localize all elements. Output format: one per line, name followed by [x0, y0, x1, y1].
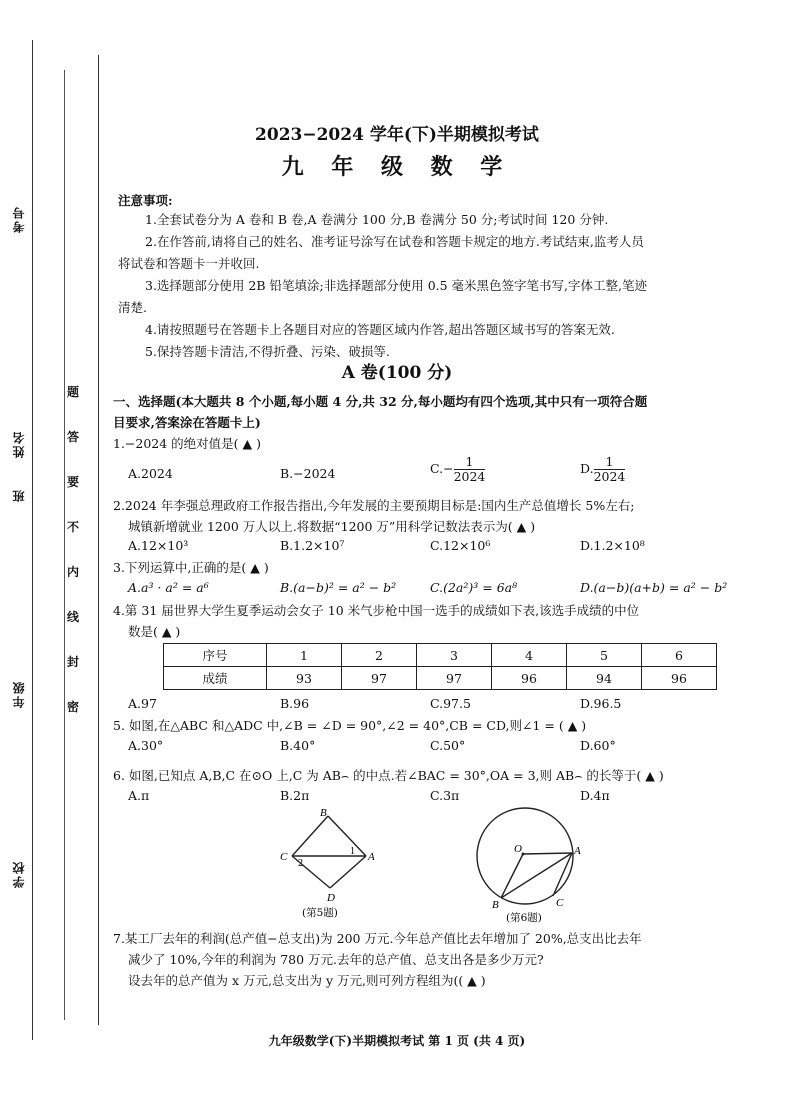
- fig5-point-c: C: [280, 851, 288, 863]
- q5-option-a: A.30°: [128, 738, 164, 753]
- seal-char: 封: [67, 655, 80, 669]
- side-label-grade: 年级: [12, 680, 26, 708]
- notes-line: 2.在作答前,请将自己的姓名、准考证号涂写在试卷和答题卡规定的地方.考试结束,监考人员: [145, 234, 644, 249]
- q2-option-d: D.1.2×10⁸: [580, 538, 645, 553]
- table-cell: 97: [417, 667, 492, 690]
- scores-table: [163, 643, 717, 690]
- fig5-line-ba: [328, 816, 366, 856]
- q1-option-b: B.−2024: [280, 466, 336, 481]
- question-1-stem: 1.−2024 的绝对值是( ▲ ): [113, 436, 261, 451]
- q1-option-a: A.2024: [128, 466, 173, 481]
- question-3-stem: 3.下列运算中,正确的是( ▲ ): [113, 560, 269, 575]
- question-4-line: 4.第 31 届世界大学生夏季运动会女子 10 米气步枪中国一选手的成绩如下表,该选手成绩的中位: [113, 603, 640, 618]
- q1-option-c-prefix: C.−: [430, 460, 454, 476]
- section-a-title: A 卷(100 分): [341, 363, 453, 383]
- seal-char: 答: [67, 430, 80, 444]
- q2-option-b: B.1.2×10⁷: [280, 538, 345, 553]
- fraction: [454, 455, 486, 484]
- seal-char: 内: [67, 565, 80, 579]
- fig5-point-d: D: [327, 892, 335, 904]
- figure-6: [468, 806, 598, 926]
- table-header-cell: 3: [417, 644, 492, 667]
- fraction-numerator: 1: [594, 455, 626, 470]
- table-header-cell: 6: [642, 644, 717, 667]
- table-cell: 97: [342, 667, 417, 690]
- q4-option-d: D.96.5: [580, 696, 622, 711]
- fig5-angle-2: 2: [298, 858, 303, 869]
- seal-char: 密: [67, 700, 80, 714]
- q4-option-a: A.97: [128, 696, 157, 711]
- table-header-cell: 1: [267, 644, 342, 667]
- question-7-line: 7.某工厂去年的利润(总产值−总支出)为 200 万元.今年总产值比去年增加了 20%,总支出比去年: [113, 931, 642, 946]
- binding-line-inner: [98, 55, 99, 1025]
- fig5-line-cb: [292, 816, 328, 856]
- side-label-class: 班: [12, 488, 26, 502]
- seal-char: 线: [67, 610, 80, 624]
- figure-5: [270, 808, 390, 923]
- side-label-school: 学校: [12, 860, 26, 888]
- part1-instructions: 目要求,答案涂在答题卡上): [113, 415, 261, 430]
- fig5-point-b: B: [320, 808, 327, 819]
- q6-option-b: B.2π: [280, 788, 310, 803]
- fig6-point-b: B: [492, 899, 499, 911]
- fraction: [594, 455, 626, 484]
- question-6-stem: 6. 如图,已知点 A,B,C 在⊙O 上,C 为 AB⌢ 的中点.若∠BAC = 30°,OA = 3,则 AB⌢ 的长等于( ▲ ): [113, 768, 664, 783]
- q6-option-a: A.π: [128, 788, 150, 803]
- q3-option-b: B.(a−b)² = a² − b²: [280, 580, 397, 595]
- table-row: [164, 644, 717, 667]
- fig6-point-a: A: [574, 845, 581, 857]
- fig5-line-da: [330, 856, 366, 888]
- q5-option-b: B.40°: [280, 738, 316, 753]
- q1-option-d: [580, 455, 625, 484]
- question-2-line: 城镇新增就业 1200 万人以上.将数据“1200 万”用科学记数法表示为( ▲ ): [128, 519, 536, 534]
- fig5-angle-1: 1: [350, 846, 355, 857]
- q4-option-b: B.96: [280, 696, 310, 711]
- fig6-line-oa: [523, 853, 572, 854]
- question-7-line: 减少了 10%,今年的利润为 780 万元.去年的总产值、总支出各是多少万元?: [128, 952, 544, 967]
- q6-option-c: C.3π: [430, 788, 460, 803]
- table-cell: 成绩: [164, 667, 267, 690]
- seal-char: 要: [67, 475, 80, 489]
- part1-instructions: 一、选择题(本大题共 8 个小题,每小题 4 分,共 32 分,每小题均有四个选项,其中只有一项符合题: [113, 394, 648, 409]
- seal-line-dashes: [64, 70, 65, 1020]
- notes-heading: 注意事项:: [118, 193, 173, 208]
- question-7-line: 设去年的总产值为 x 万元,总支出为 y 万元,则可列方程组为(( ▲ ): [128, 973, 486, 988]
- notes-line: 将试卷和答题卡一并收回.: [118, 256, 260, 271]
- fig6-point-o: O: [514, 843, 522, 855]
- q3-option-d: D.(a−b)(a+b) = a² − b²: [580, 580, 728, 595]
- question-5-stem: 5. 如图,在△ABC 和△ADC 中,∠B = ∠D = 90°,∠2 = 40°,CB = CD,则∠1 = ( ▲ ): [113, 718, 587, 733]
- q5-option-c: C.50°: [430, 738, 466, 753]
- table-header-cell: 4: [492, 644, 567, 667]
- q2-option-c: C.12×10⁶: [430, 538, 491, 553]
- q3-option-a: A.a³ · a² = a⁶: [128, 580, 209, 595]
- fig5-caption: (第5题): [302, 907, 338, 919]
- seal-char: 不: [67, 520, 80, 534]
- notes-line: 4.请按照题号在答题卡上各题目对应的答题区域内作答,超出答题区域书写的答案无效.: [145, 322, 615, 337]
- table-cell: 93: [267, 667, 342, 690]
- table-header-cell: 序号: [164, 644, 267, 667]
- fig6-point-c: C: [556, 897, 564, 909]
- fig6-circle: [477, 808, 573, 904]
- fig6-caption: (第6题): [506, 912, 542, 924]
- fraction-denominator: 2024: [593, 468, 626, 484]
- binding-line-outer: [32, 40, 33, 1040]
- q4-option-c: C.97.5: [430, 696, 471, 711]
- table-cell: 94: [567, 667, 642, 690]
- question-4-line: 数是( ▲ ): [128, 624, 181, 639]
- question-2-line: 2.2024 年李强总理政府工作报告指出,今年发展的主要预期目标是:国内生产总值增长 5%左右;: [113, 498, 635, 513]
- table-header-cell: 5: [567, 644, 642, 667]
- fig5-point-a: A: [368, 851, 375, 863]
- notes-line: 3.选择题部分使用 2B 铅笔填涂;非选择题部分使用 0.5 毫米黑色签字笔书写,字体工整,笔迹: [145, 278, 647, 293]
- q5-option-d: D.60°: [580, 738, 616, 753]
- page-footer: 九年级数学(下)半期模拟考试 第 1 页 (共 4 页): [268, 1034, 526, 1048]
- notes-line: 1.全套试卷分为 A 卷和 B 卷,A 卷满分 100 分,B 卷满分 50 分;考试时间 120 分钟.: [145, 212, 609, 227]
- seal-char: 题: [67, 385, 80, 399]
- notes-line: 5.保持答题卡清洁,不得折叠、污染、破损等.: [145, 344, 390, 359]
- fraction-numerator: 1: [454, 455, 486, 470]
- q3-option-c: C.(2a²)³ = 6a⁸: [430, 580, 518, 595]
- q6-option-d: D.4π: [580, 788, 610, 803]
- table-header-cell: 2: [342, 644, 417, 667]
- q1-option-c: [430, 455, 485, 484]
- side-label-name: 姓名: [12, 430, 26, 458]
- table-cell: 96: [642, 667, 717, 690]
- side-label-exam-number: 考号: [12, 205, 26, 233]
- fraction-denominator: 2024: [453, 468, 486, 484]
- table-cell: 96: [492, 667, 567, 690]
- table-row: [164, 667, 717, 690]
- q1-option-d-prefix: D.: [580, 460, 594, 476]
- subject-title: 九 年 级 数 学: [281, 154, 513, 180]
- q2-option-a: A.12×10³: [128, 538, 189, 553]
- notes-line: 清楚.: [118, 300, 147, 315]
- exam-title: 2023−2024 学年(下)半期模拟考试: [255, 125, 539, 145]
